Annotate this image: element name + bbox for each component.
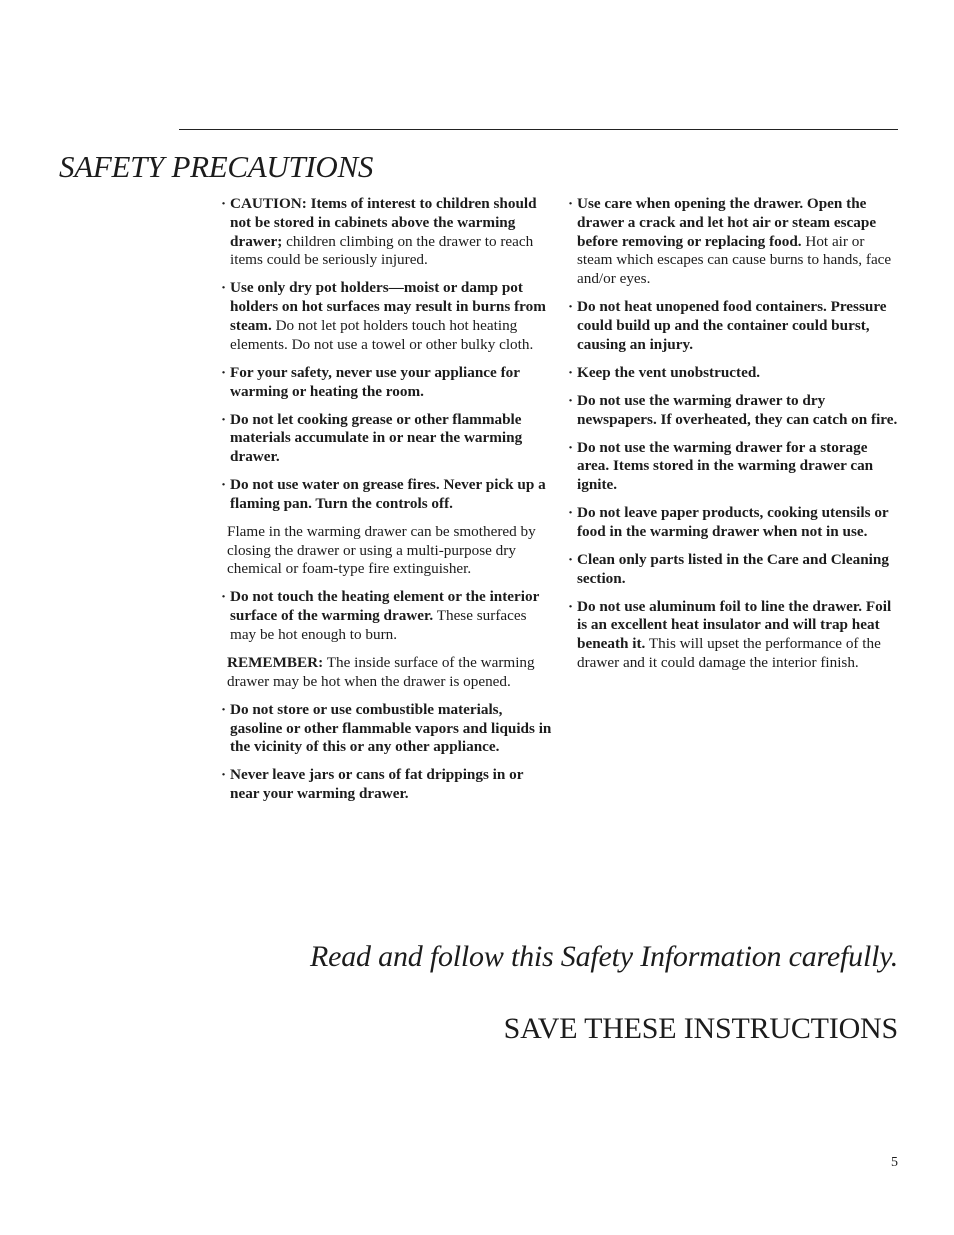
- safety-item-bold: Do not let cooking grease or other flammable materials accumulate in or near the warming drawer.: [230, 410, 523, 466]
- safety-item-text: Hot air or steam which escapes can cause burns to hands, face and/or eyes.: [577, 232, 892, 288]
- remember-text: The inside surface of the warming drawer may be hot when the drawer is opened.: [227, 654, 535, 690]
- safety-item: [568, 298, 900, 354]
- page-title: SAFETY PRECAUTIONS: [59, 149, 374, 184]
- safety-item-bold: CAUTION: Items of interest to children should not be stored in cabinets above the warming drawer;: [230, 195, 537, 250]
- safety-item-bold: Do not leave paper products, cooking utensils or food in the warming drawer when not in use.: [577, 504, 889, 540]
- safety-tagline: Read and follow this Safety Information carefully.: [310, 940, 898, 973]
- safety-item-bold: Do not touch the heating element or the interior surface of the warming drawer.: [230, 588, 540, 625]
- safety-item-bold: Clean only parts listed in the Care and Cleaning section.: [577, 550, 889, 587]
- safety-item: [221, 411, 554, 467]
- safety-item-text: children climbing on the drawer to reach items could be seriously injured.: [230, 232, 534, 269]
- remember-label: REMEMBER:: [227, 654, 324, 672]
- safety-item: [568, 551, 900, 589]
- safety-item: [568, 598, 900, 673]
- safety-item: [221, 701, 554, 757]
- safety-note-text: Flame in the warming drawer can be smothered by closing the drawer or using a multi-purpose dry chemical or foam-type fire extinguisher.: [227, 522, 536, 578]
- remember-note: [221, 654, 554, 692]
- safety-item-bold: Do not heat unopened food containers. Pressure could build up and the container could burst, causing an injury.: [577, 298, 887, 353]
- safety-item-text: This will upset the performance of the drawer and it could damage the interior finish.: [577, 635, 881, 672]
- safety-item: [221, 588, 554, 644]
- safety-item: [221, 476, 554, 514]
- safety-item-bold: Use only dry pot holders—moist or damp pot holders on hot surfaces may result in burns from steam.: [230, 279, 546, 334]
- save-instructions-heading: SAVE THESE INSTRUCTIONS: [503, 1012, 898, 1045]
- safety-item: [568, 504, 900, 542]
- safety-item: [568, 392, 900, 430]
- safety-item-bold: Do not store or use combustible materials, gasoline or other flammable vapors and liquids in the vicinity of this or any other appliance.: [230, 700, 552, 756]
- safety-item: [221, 195, 554, 270]
- safety-item-text: Do not let pot holders touch hot heating elements. Do not use a towel or other bulky cloth.: [230, 316, 534, 353]
- safety-item: [568, 195, 900, 289]
- safety-item: [568, 439, 900, 495]
- safety-note: [221, 523, 554, 579]
- safety-item-bold: For your safety, never use your appliance for warming or heating the room.: [230, 363, 520, 400]
- left-column: [221, 195, 554, 813]
- right-column: [568, 195, 900, 682]
- safety-item: [221, 279, 554, 354]
- safety-item-bold: Never leave jars or cans of fat drippings in or near your warming drawer.: [230, 766, 524, 803]
- safety-item: [568, 364, 900, 383]
- safety-item-bold: Do not use aluminum foil to line the drawer. Foil is an excellent heat insulator and will trap heat beneath it.: [577, 597, 892, 653]
- safety-item-bold: Do not use water on grease fires. Never pick up a flaming pan. Turn the controls off.: [230, 476, 546, 512]
- header-rule: [179, 129, 898, 130]
- safety-item-bold: Do not use the warming drawer for a storage area. Items stored in the warming drawer can ignite.: [577, 438, 874, 494]
- safety-item-text: These surfaces may be hot enough to burn.: [230, 607, 527, 644]
- safety-item-bold: Use care when opening the drawer. Open the drawer a crack and let hot air or steam escape before removing or replacing food.: [577, 195, 877, 250]
- safety-item-bold: Do not use the warming drawer to dry newspapers. If overheated, they can catch on fire.: [577, 391, 898, 428]
- safety-item-bold: Keep the vent unobstructed.: [577, 363, 761, 381]
- page-number: 5: [891, 1155, 898, 1170]
- safety-item: [221, 766, 554, 804]
- safety-item: [221, 364, 554, 402]
